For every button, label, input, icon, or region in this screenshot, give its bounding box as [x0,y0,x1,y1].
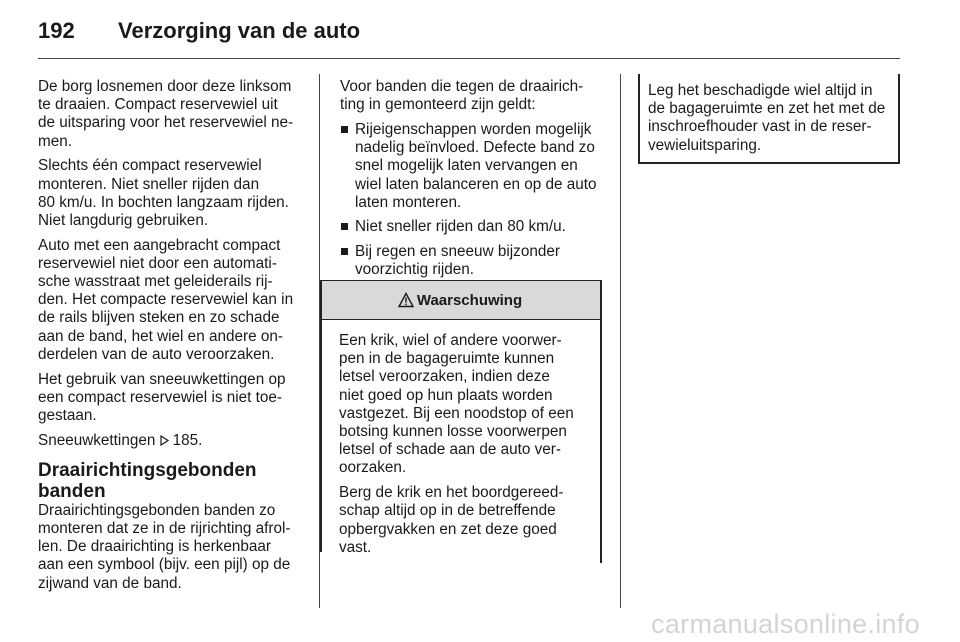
column-divider-2 [620,74,621,608]
note-text: Leg het beschadigde wiel altijd in de bagageruimte en zet het met de inschroefhouder vast in de reser- vewieluitsparing. [648,82,886,154]
cross-reference [38,432,306,450]
list-item: Rijeigenschappen worden mogelijk nadelig beïnvloed. Defecte band zo snel mogelijk laten vervangen en wiel laten balanceren en op de auto laten monteren. [340,121,602,212]
warning-paragraph-1: Een krik, wiel of andere voorwer- pen in de bagageruimte kunnen letsel veroorzaken, indien deze niet goed op hun plaats worden vastgezet. Bij een noodstop of een botsing kunnen losse voorwerpen letsel of schade aan de auto ver- oorzaken. [339,332,574,477]
bullet-list [340,121,602,280]
header-divider [38,58,900,59]
warning-box [320,280,602,563]
list-item: Bij regen en sneeuw bijzonder voorzichtig rijden. [340,243,602,279]
warning-box-border [320,280,322,552]
warning-triangle-icon [398,292,414,308]
paragraph-directional-tyres: Draairichtingsgebonden banden zo monteren dat ze in de rijrichting afrol- len. De draairichting is herkenbaar aan een symbool (bijv. een pijl) op de zijwand van de band. [38,501,291,592]
column-2 [340,78,602,286]
page-header [38,18,360,48]
paragraph-reverse-tyres-intro: Voor banden die tegen de draairich- ting in gemonteerd zijn geldt: [340,78,584,114]
page-title: Verzorging van de auto [118,18,361,43]
warning-header [320,280,600,320]
paragraph-snow-chains: Het gebruik van sneeuwkettingen op een compact reservewiel is niet toe- gestaan. [38,370,286,424]
paragraph-one-compact-spare: Slechts één compact reservewiel monteren. Niet sneller rijden dan 80 km/u. In bochten langzaam rijden. Niet langdurig gebruiken. [38,157,289,229]
paragraph-remove-nut: De borg losnemen door deze linksom te draaien. Compact reservewiel uit de uitsparing voor het reservewiel ne- men. [38,78,294,150]
paragraph-car-wash: Auto met een aangebracht compact reservewiel niet door een automati- sche wasstraat met geleiderails rij- den. Het compacte reservewiel kan in de rails blijven steken en zo schade aan de band, het wiel en andere on- derdelen van de auto veroorzaken. [38,236,294,363]
watermark: carmanualsonline.info [651,609,920,639]
page-number: 192 [38,18,75,43]
page-reference-icon [160,435,169,446]
cross-reference-page: 185. [172,431,203,449]
list-item: Niet sneller rijden dan 80 km/u. [340,218,602,236]
warning-body [320,320,600,557]
section-heading: Draairichtingsgebonden banden [38,459,257,502]
warning-paragraph-2: Berg de krik en het boordgereed- schap altijd op in de betreffende opbergvakken en zet deze goed vast. [339,484,564,556]
cross-reference-label: Sneeuwkettingen [38,431,160,449]
warning-title: Waarschuwing [416,291,523,309]
column-1 [38,78,306,599]
note-box [638,74,900,164]
